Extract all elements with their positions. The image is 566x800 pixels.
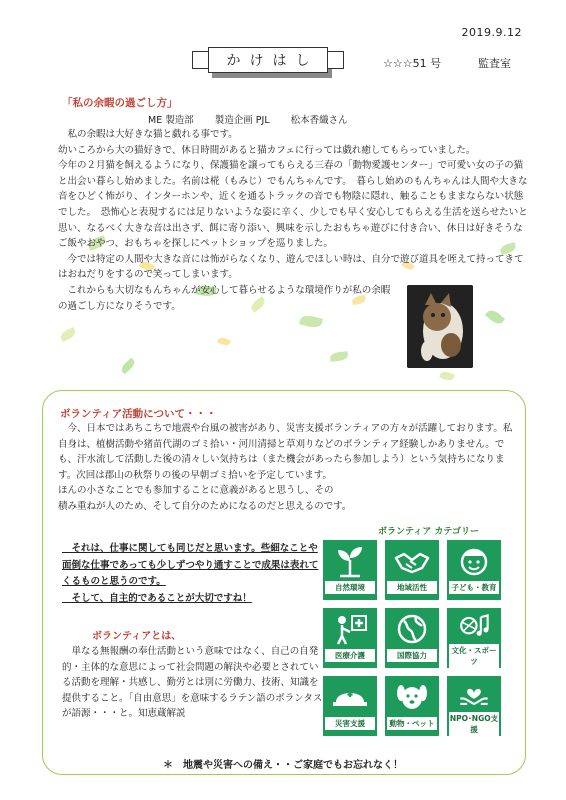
paragraph: 幼いころから大の猫好きで、休日時間があると猫カフェに行っては戯れ癒してもらっていました。 (58, 144, 476, 156)
paragraph: これからも大切なもんちゃんが安心して暮らせるような環境作りが私の余暇の過ごし方になりそうです。 (58, 284, 391, 312)
category-label: 災害支援 (325, 717, 375, 730)
category-tile (385, 676, 439, 736)
category-grid (323, 540, 501, 736)
medical-care-icon (330, 612, 370, 646)
byline-team: 製造企画 PJL (214, 115, 270, 126)
category-heading: ボランティア カテゴリー (378, 527, 480, 537)
paragraph: ほんの小さなことでも参加することに意義があると思うし、その (58, 485, 334, 497)
heart-hands-icon (454, 680, 494, 709)
cat-photo (407, 285, 473, 368)
culture-sports-icon (454, 612, 494, 641)
category-label: 国際協力 (387, 649, 437, 662)
category-label: 医療介護 (325, 649, 375, 662)
category-label: 地域活性 (387, 581, 437, 594)
category-tile (385, 608, 439, 668)
byline (148, 112, 366, 126)
title-tab-right (328, 51, 344, 69)
category-label: 動物・ペット (387, 717, 437, 730)
section2-body (58, 421, 520, 515)
byline-dept: ME 製造部 (148, 115, 194, 126)
section1-title: 「私の余暇の過ごし方」 (62, 97, 178, 109)
category-tile (447, 676, 501, 736)
category-label: 文化・スポーツ (449, 644, 499, 668)
category-tile (323, 608, 377, 668)
helmet-icon (330, 680, 370, 714)
sprout-icon (330, 544, 370, 578)
paragraph: 単なる無報酬の奉仕活動という意味ではなく、自己の自発的・主体的な意思によって社会問題の解決や必要とされている活動を理解・共感し、勤労とは別に労働力、技術、知識を提供すること。「自由意思」を意味するラテン語のボランタスが語源・・・と。知恵蔵解説 (62, 646, 323, 720)
quote-line: そして、自主的であることが大切ですね！ (62, 592, 252, 604)
paragraph: 私の余暇は大好きな猫と戯れる事です。 (58, 129, 238, 140)
globe-icon (392, 612, 432, 646)
category-label: NPO･NGO支援 (449, 714, 499, 734)
footer-note: ＊ 地震や災害への備え・・ご家庭でもお忘れなく！ (163, 760, 403, 771)
category-label: 子ども・教育 (449, 581, 499, 594)
category-tile (323, 676, 377, 736)
issue-number: ☆☆☆51 号 (383, 57, 442, 70)
department: 監査室 (478, 57, 511, 70)
category-tile (323, 540, 377, 600)
child-face-icon (454, 544, 494, 578)
paragraph: 今年の２月猫を飼えるようになり、保護猫を譲ってもらえる三春の「動物愛護センター」で可愛い女の子の猫と出会い暮らし始めました。名前は椛（もみじ）でもんちゃんです。 暮らし始めのもんちゃんは人間や大きな音をひどく怖がり、インターホンや、近くを通るトラックの音でも物陰に隠れ、触ることもままならない状態でした。 恐怖心と表現するには足りないような姿に辛く、少しでも早く安心してもらえる生活を送らせたいと思い、なるべく大きな音は出さず、餌に寄り添い、興味を示したおもちゃ遊びに付き合い、休日は好きそうなご飯やおやつ、おもちゃを探しにペットショップを巡りました。 (58, 160, 528, 250)
issue-date: 2019.9.12 (461, 26, 522, 39)
dog-icon (392, 680, 432, 714)
newsletter-title: かけはし (208, 47, 328, 73)
category-tile (385, 540, 439, 600)
paragraph: 積み重ねが人のため、そして自分のためになるのだと思えるのです。 (58, 500, 352, 512)
highlight-quote (62, 541, 320, 607)
category-label: 自然環境 (325, 581, 375, 594)
paragraph: 今、日本ではあちこちで地震や台風の被害があり、災害支援ボランティアの方々が活躍しております。私自身は、植樹活動や猪苗代湖のゴミ拾い・河川清掃と草刈りなどのボランティア経験しかありません。でも、汗水流して活動した後の清々しい気持ちは（また機会があったら参加しよう）という気持ちになります。次回は郡山の秋祭りの後の早朝ゴミ拾いを予定しています。 (58, 423, 513, 481)
section2-title: ボランティア活動について・・・ (60, 408, 217, 420)
category-tile (447, 540, 501, 600)
section3-title: ボランティアとは、 (92, 631, 182, 642)
quote-line: それは、仕事に関しても同じだと思います。些細なことや面倒な仕事であっても少しずつやり通すことで成果は表れてくるものと思うのです。 (62, 543, 319, 587)
paragraph: 今では特定の人間や大きな音には怖がらなくなり、遊んでほしい時は、自分で遊び道具を咥えて持ってきてはおねだりをするので笑ってしまいます。 (58, 253, 524, 281)
title-tab-left (192, 51, 208, 69)
handshake-icon (392, 544, 432, 578)
category-tile (447, 608, 501, 668)
byline-name: 松本香織さん (290, 115, 348, 126)
section3-body (62, 644, 324, 722)
